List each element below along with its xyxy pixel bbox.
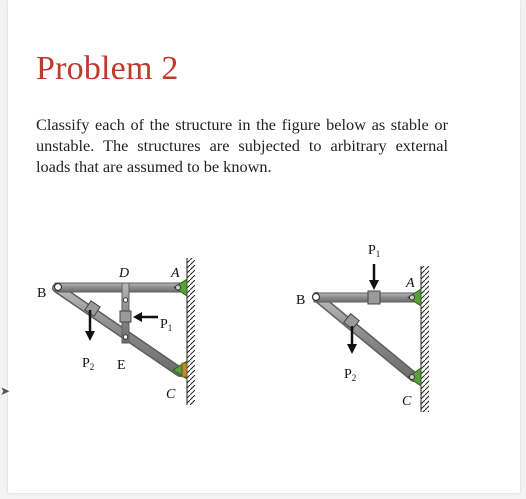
left-load-p1-label: $P_1$	[160, 317, 173, 333]
right-pin-b	[313, 294, 320, 301]
left-load-p2-label: $P_2$	[82, 356, 95, 372]
left-label-c: C	[166, 387, 176, 402]
left-member-ba	[55, 283, 181, 292]
figure-left	[37, 258, 195, 405]
left-wall	[187, 258, 195, 405]
right-member-ba	[314, 293, 415, 302]
left-load-p1-arrow	[133, 312, 158, 322]
right-load-p2-label: $P_2$	[344, 367, 357, 383]
right-label-b: B	[296, 293, 306, 308]
problem-statement: Classify each of the structure in the figure below as stable or unstable. The structures are subjected to arbitrary external loads that are assumed to be known.	[36, 115, 448, 176]
right-label-a: A	[406, 276, 415, 291]
left-label-b: B	[37, 286, 47, 301]
left-pin-b	[55, 284, 62, 291]
right-label-c: C	[402, 394, 412, 409]
left-label-d: D	[119, 266, 130, 281]
figure-right	[296, 243, 429, 412]
left-label-e: E	[117, 358, 126, 373]
right-load-p1-label: $P_1$	[368, 243, 381, 259]
left-label-a: A	[171, 266, 180, 281]
slide-title: Problem 2	[36, 50, 179, 87]
right-wall	[421, 266, 429, 412]
right-load-p1-arrow	[369, 264, 379, 290]
side-arrow-icon: ➤	[0, 384, 11, 398]
